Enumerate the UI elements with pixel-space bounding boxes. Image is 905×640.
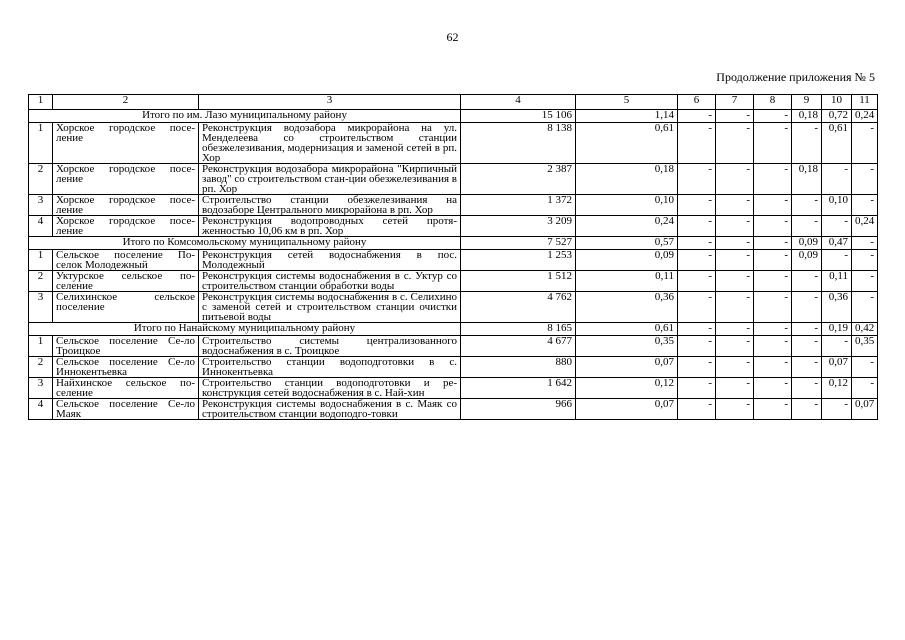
table-row bbox=[29, 164, 878, 195]
header-cell: 5 bbox=[576, 95, 678, 110]
project-description: Реконструкция водозабора микрорайона "Кирпичный завод" со строительством стан-ции обезжелезивания в рп. Хор bbox=[199, 164, 461, 195]
value-cell-c9: 0,18 bbox=[792, 164, 822, 195]
value-cell-c7: - bbox=[716, 336, 754, 357]
total-label: Итого по Комсомольскому муниципальному району bbox=[29, 237, 461, 250]
header-cell: 4 bbox=[461, 95, 576, 110]
value-cell-c11: 0,07 bbox=[852, 399, 878, 420]
value-cell-c6: - bbox=[678, 250, 716, 271]
table-row bbox=[29, 292, 878, 323]
table-row bbox=[29, 195, 878, 216]
header-cell: 7 bbox=[716, 95, 754, 110]
value-cell-c7: - bbox=[716, 216, 754, 237]
total-row bbox=[29, 323, 878, 336]
settlement-name: Хорское городское посе-ление bbox=[53, 195, 199, 216]
value-cell-c7: - bbox=[716, 378, 754, 399]
project-description: Строительство станции водоподготовки в с. Иннокентьевка bbox=[199, 357, 461, 378]
value-cell-c4: 8 138 bbox=[461, 123, 576, 164]
value-cell-c4: 1 642 bbox=[461, 378, 576, 399]
table-row bbox=[29, 216, 878, 237]
value-cell-c8: - bbox=[754, 378, 792, 399]
value-cell-c8: - bbox=[754, 250, 792, 271]
value-cell-c6: - bbox=[678, 292, 716, 323]
value-cell-c6: - bbox=[678, 123, 716, 164]
value-cell-c5: 0,11 bbox=[576, 271, 678, 292]
value-cell-c6: - bbox=[678, 271, 716, 292]
value-cell-c6: - bbox=[678, 164, 716, 195]
header-cell: 9 bbox=[792, 95, 822, 110]
value-cell-c8: - bbox=[754, 237, 792, 250]
table-header-row bbox=[29, 95, 878, 110]
header-cell: 10 bbox=[822, 95, 852, 110]
value-cell-c9: 0,09 bbox=[792, 237, 822, 250]
value-cell-c10: 0,61 bbox=[822, 123, 852, 164]
value-cell-c10: 0,47 bbox=[822, 237, 852, 250]
row-number: 3 bbox=[29, 292, 53, 323]
value-cell-c7: - bbox=[716, 323, 754, 336]
value-cell-c9: - bbox=[792, 399, 822, 420]
settlement-name: Сельское поселение Се-ло Маяк bbox=[53, 399, 199, 420]
value-cell-c7: - bbox=[716, 110, 754, 123]
value-cell-c9: - bbox=[792, 336, 822, 357]
settlement-name: Сельское поселение По-селок Молодежный bbox=[53, 250, 199, 271]
settlement-name: Сельское поселение Се-ло Троицкое bbox=[53, 336, 199, 357]
value-cell-c8: - bbox=[754, 123, 792, 164]
project-description: Реконструкция водопроводных сетей протя-женностью 10,06 км в рп. Хор bbox=[199, 216, 461, 237]
value-cell-c5: 0,18 bbox=[576, 164, 678, 195]
value-cell-c11: - bbox=[852, 237, 878, 250]
value-cell-c7: - bbox=[716, 237, 754, 250]
value-cell-c8: - bbox=[754, 323, 792, 336]
value-cell-c6: - bbox=[678, 195, 716, 216]
project-description: Строительство станции водоподготовки и ре-конструкция сетей водоснабжения в с. Най-хин bbox=[199, 378, 461, 399]
value-cell-c9: - bbox=[792, 195, 822, 216]
header-cell: 11 bbox=[852, 95, 878, 110]
settlement-name: Селихинское сельское поселение bbox=[53, 292, 199, 323]
value-cell-c8: - bbox=[754, 216, 792, 237]
settlement-name: Хорское городское посе-ление bbox=[53, 164, 199, 195]
value-cell-c8: - bbox=[754, 164, 792, 195]
value-cell-c11: 0,42 bbox=[852, 323, 878, 336]
value-cell-c6: - bbox=[678, 216, 716, 237]
value-cell-c5: 0,24 bbox=[576, 216, 678, 237]
value-cell-c11: - bbox=[852, 357, 878, 378]
value-cell-c5: 0,12 bbox=[576, 378, 678, 399]
value-cell-c5: 0,07 bbox=[576, 357, 678, 378]
value-cell-c9: - bbox=[792, 357, 822, 378]
value-cell-c10: 0,07 bbox=[822, 357, 852, 378]
value-cell-c5: 0,10 bbox=[576, 195, 678, 216]
value-cell-c9: - bbox=[792, 123, 822, 164]
value-cell-c7: - bbox=[716, 399, 754, 420]
value-cell-c11: - bbox=[852, 271, 878, 292]
value-cell-c5: 0,61 bbox=[576, 323, 678, 336]
row-number: 4 bbox=[29, 216, 53, 237]
value-cell-c8: - bbox=[754, 357, 792, 378]
value-cell-c11: - bbox=[852, 123, 878, 164]
value-cell-c4: 4 677 bbox=[461, 336, 576, 357]
project-description: Строительство системы централизованного водоснабжения в с. Троицкое bbox=[199, 336, 461, 357]
value-cell-c4: 2 387 bbox=[461, 164, 576, 195]
value-cell-c4: 880 bbox=[461, 357, 576, 378]
value-cell-c7: - bbox=[716, 292, 754, 323]
appendix-table bbox=[28, 94, 878, 420]
value-cell-c6: - bbox=[678, 336, 716, 357]
value-cell-c6: - bbox=[678, 378, 716, 399]
value-cell-c9: - bbox=[792, 292, 822, 323]
table-row bbox=[29, 378, 878, 399]
value-cell-c8: - bbox=[754, 110, 792, 123]
value-cell-c10: - bbox=[822, 336, 852, 357]
value-cell-c5: 1,14 bbox=[576, 110, 678, 123]
value-cell-c7: - bbox=[716, 195, 754, 216]
value-cell-c4: 4 762 bbox=[461, 292, 576, 323]
row-number: 1 bbox=[29, 250, 53, 271]
value-cell-c5: 0,35 bbox=[576, 336, 678, 357]
project-description: Реконструкция системы водоснабжения в с. Селихино с заменой сетей и строительством станции очистки питьевой воды bbox=[199, 292, 461, 323]
value-cell-c8: - bbox=[754, 399, 792, 420]
value-cell-c9: 0,09 bbox=[792, 250, 822, 271]
total-row bbox=[29, 110, 878, 123]
row-number: 4 bbox=[29, 399, 53, 420]
value-cell-c11: 0,24 bbox=[852, 216, 878, 237]
value-cell-c7: - bbox=[716, 271, 754, 292]
value-cell-c8: - bbox=[754, 292, 792, 323]
value-cell-c9: 0,18 bbox=[792, 110, 822, 123]
value-cell-c6: - bbox=[678, 399, 716, 420]
value-cell-c10: 0,10 bbox=[822, 195, 852, 216]
value-cell-c11: - bbox=[852, 378, 878, 399]
value-cell-c5: 0,61 bbox=[576, 123, 678, 164]
row-number: 2 bbox=[29, 271, 53, 292]
value-cell-c8: - bbox=[754, 336, 792, 357]
settlement-name: Хорское городское посе-ление bbox=[53, 216, 199, 237]
value-cell-c7: - bbox=[716, 123, 754, 164]
page-number: 62 bbox=[446, 30, 459, 44]
value-cell-c6: - bbox=[678, 323, 716, 336]
row-number: 2 bbox=[29, 357, 53, 378]
settlement-name: Найхинское сельское по-селение bbox=[53, 378, 199, 399]
value-cell-c4: 3 209 bbox=[461, 216, 576, 237]
settlement-name: Сельское поселение Се-ло Иннокентьевка bbox=[53, 357, 199, 378]
value-cell-c6: - bbox=[678, 110, 716, 123]
header-cell: 2 bbox=[53, 95, 199, 110]
value-cell-c4: 15 106 bbox=[461, 110, 576, 123]
project-description: Реконструкция системы водоснабжения в с. Уктур со строительством станции обработки воды bbox=[199, 271, 461, 292]
value-cell-c10: 0,12 bbox=[822, 378, 852, 399]
header-cell: 3 bbox=[199, 95, 461, 110]
value-cell-c10: - bbox=[822, 250, 852, 271]
value-cell-c7: - bbox=[716, 164, 754, 195]
table-row bbox=[29, 250, 878, 271]
table-row bbox=[29, 123, 878, 164]
settlement-name: Уктурское сельское по-селение bbox=[53, 271, 199, 292]
settlement-name: Хорское городское посе-ление bbox=[53, 123, 199, 164]
header-cell: 6 bbox=[678, 95, 716, 110]
value-cell-c5: 0,36 bbox=[576, 292, 678, 323]
total-label: Итого по им. Лазо муниципальному району bbox=[29, 110, 461, 123]
value-cell-c11: 0,24 bbox=[852, 110, 878, 123]
value-cell-c11: - bbox=[852, 195, 878, 216]
row-number: 3 bbox=[29, 195, 53, 216]
value-cell-c9: - bbox=[792, 323, 822, 336]
total-row bbox=[29, 237, 878, 250]
project-description: Строительство станции обезжелезивания на водозаборе Центрального микрорайона в рп. Хор bbox=[199, 195, 461, 216]
value-cell-c11: - bbox=[852, 292, 878, 323]
value-cell-c5: 0,07 bbox=[576, 399, 678, 420]
row-number: 1 bbox=[29, 336, 53, 357]
table-row bbox=[29, 399, 878, 420]
header-cell: 1 bbox=[29, 95, 53, 110]
value-cell-c10: - bbox=[822, 399, 852, 420]
value-cell-c10: 0,72 bbox=[822, 110, 852, 123]
value-cell-c10: 0,11 bbox=[822, 271, 852, 292]
header-cell: 8 bbox=[754, 95, 792, 110]
table-row bbox=[29, 336, 878, 357]
row-number: 3 bbox=[29, 378, 53, 399]
value-cell-c11: - bbox=[852, 250, 878, 271]
project-description: Реконструкция водозабора микрорайона на ул. Менделеева со строительством станции обезжелезивания, модернизация и заменой сетей в рп. Хор bbox=[199, 123, 461, 164]
value-cell-c6: - bbox=[678, 237, 716, 250]
value-cell-c9: - bbox=[792, 271, 822, 292]
row-number: 2 bbox=[29, 164, 53, 195]
value-cell-c4: 1 512 bbox=[461, 271, 576, 292]
value-cell-c4: 1 253 bbox=[461, 250, 576, 271]
row-number: 1 bbox=[29, 123, 53, 164]
value-cell-c6: - bbox=[678, 357, 716, 378]
value-cell-c4: 1 372 bbox=[461, 195, 576, 216]
value-cell-c9: - bbox=[792, 378, 822, 399]
table-row bbox=[29, 357, 878, 378]
value-cell-c10: - bbox=[822, 216, 852, 237]
value-cell-c11: 0,35 bbox=[852, 336, 878, 357]
value-cell-c10: 0,36 bbox=[822, 292, 852, 323]
value-cell-c10: 0,19 bbox=[822, 323, 852, 336]
value-cell-c5: 0,09 bbox=[576, 250, 678, 271]
project-description: Реконструкция сетей водоснабжения в пос. Молодежный bbox=[199, 250, 461, 271]
value-cell-c5: 0,57 bbox=[576, 237, 678, 250]
value-cell-c11: - bbox=[852, 164, 878, 195]
project-description: Реконструкция системы водоснабжения в с. Маяк со строительством станции водоподго-товки bbox=[199, 399, 461, 420]
total-label: Итого по Нанайскому муниципальному району bbox=[29, 323, 461, 336]
value-cell-c4: 966 bbox=[461, 399, 576, 420]
value-cell-c4: 8 165 bbox=[461, 323, 576, 336]
value-cell-c9: - bbox=[792, 216, 822, 237]
appendix-note: Продолжение приложения № 5 bbox=[716, 70, 875, 84]
value-cell-c8: - bbox=[754, 271, 792, 292]
value-cell-c7: - bbox=[716, 250, 754, 271]
value-cell-c8: - bbox=[754, 195, 792, 216]
value-cell-c10: - bbox=[822, 164, 852, 195]
value-cell-c4: 7 527 bbox=[461, 237, 576, 250]
table-row bbox=[29, 271, 878, 292]
value-cell-c7: - bbox=[716, 357, 754, 378]
